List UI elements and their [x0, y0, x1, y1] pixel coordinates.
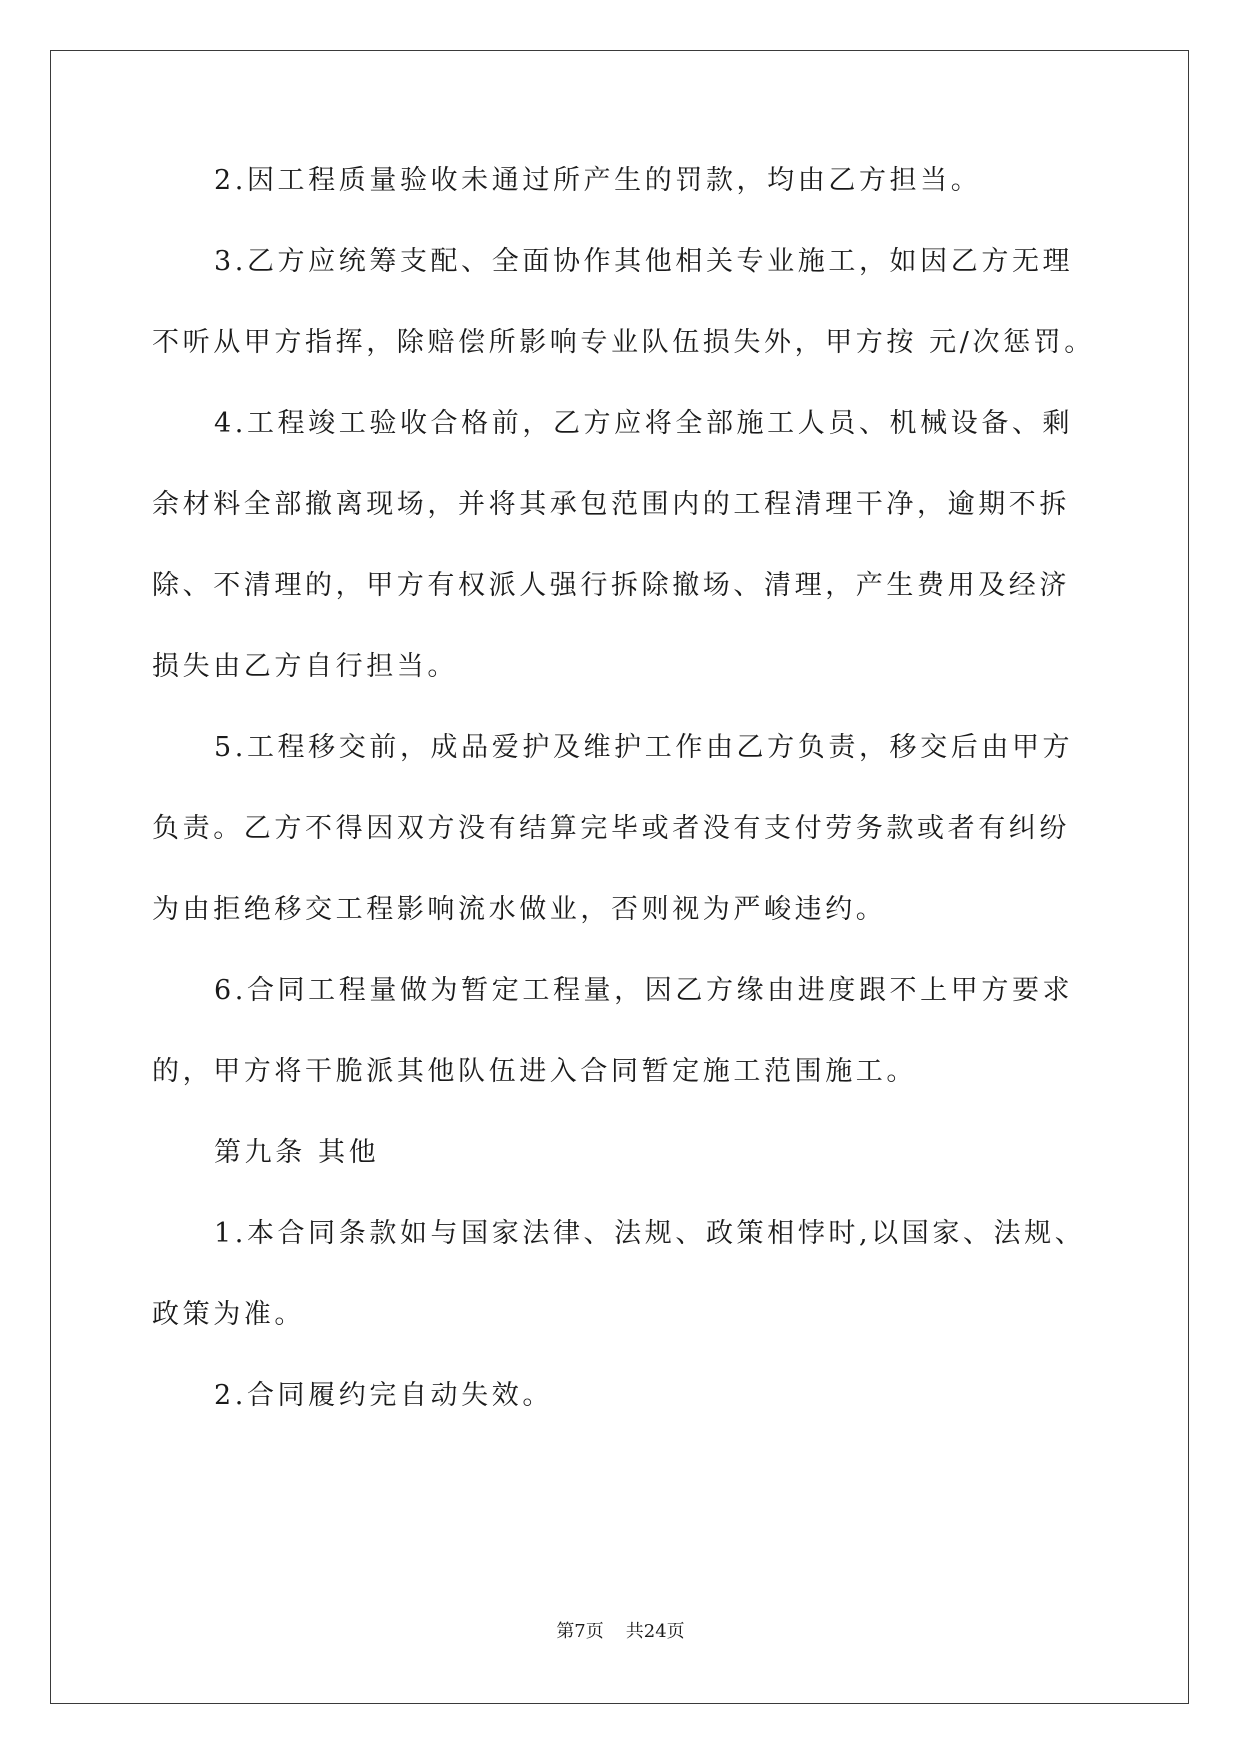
paragraph-line: 2.合同履约完自动失效。	[214, 1380, 553, 1411]
paragraph-line: 为由拒绝移交工程影响流水做业，否则视为严峻违约。	[152, 894, 887, 925]
page-footer	[0, 1617, 1241, 1643]
paragraph-line: 6.合同工程量做为暂定工程量，因乙方缘由进度跟不上甲方要求	[214, 975, 1074, 1006]
paragraph-line: 4.工程竣工验收合格前，乙方应将全部施工人员、机械设备、剩	[214, 408, 1074, 439]
page-total: 共24页	[625, 1621, 685, 1642]
paragraph-line: 5.工程移交前，成品爱护及维护工作由乙方负责，移交后由甲方	[214, 732, 1074, 763]
paragraph-line: 负责。乙方不得因双方没有结算完毕或者没有支付劳务款或者有纠纷	[152, 813, 1070, 844]
section-heading: 第九条 其他	[214, 1137, 380, 1168]
paragraph-line: 3.乙方应统筹支配、全面协作其他相关专业施工，如因乙方无理	[214, 246, 1074, 277]
document-body	[152, 165, 1095, 1463]
paragraph-line: 的，甲方将干脆派其他队伍进入合同暂定施工范围施工。	[152, 1056, 917, 1087]
page-number: 第7页	[556, 1621, 604, 1642]
paragraph-line: 1.本合同条款如与国家法律、法规、政策相悖时,以国家、法规、	[214, 1218, 1086, 1249]
paragraph-line: 余材料全部撤离现场，并将其承包范围内的工程清理干净，逾期不拆	[152, 489, 1070, 520]
paragraph-line: 政策为准。	[152, 1299, 305, 1330]
paragraph-line: 2.因工程质量验收未通过所产生的罚款，均由乙方担当。	[214, 165, 982, 196]
paragraph-line: 损失由乙方自行担当。	[152, 651, 458, 682]
paragraph-line: 除、不清理的，甲方有权派人强行拆除撤场、清理，产生费用及经济	[152, 570, 1070, 601]
paragraph-line: 不听从甲方指挥，除赔偿所影响专业队伍损失外，甲方按 元/次惩罚。	[152, 327, 1095, 358]
